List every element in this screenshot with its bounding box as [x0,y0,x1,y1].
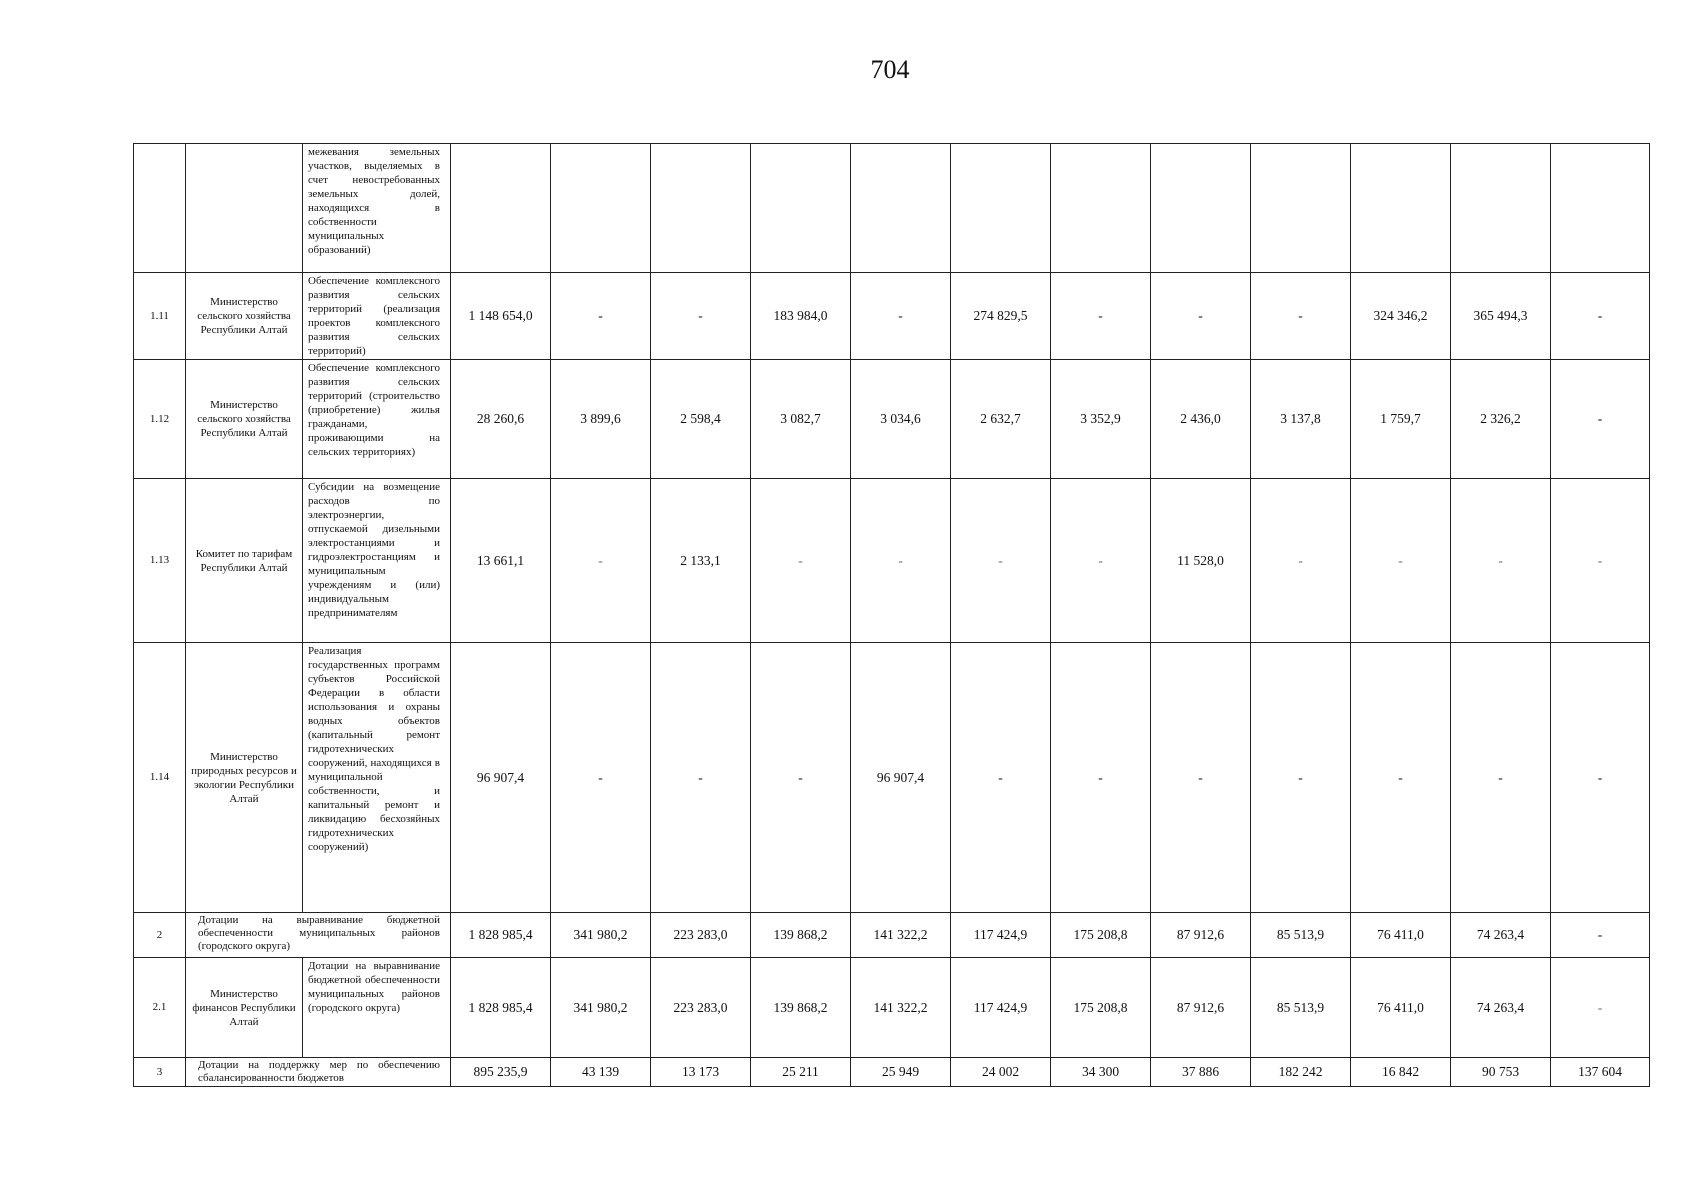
value-cell: 183 984,0 [751,273,851,360]
item-description: Реализация государственных программ субъектов Российской Федерации в области использования и охраны водных объектов (капитальный ремонт гидротехнических сооружений, находящихся в муниципальной собственности, и капитальный ремонт и ликвидацию бесхозяйных гидротехнических сооружений) [303,643,451,913]
value-cell: - [1151,273,1251,360]
table-body [134,144,1650,1087]
value-cell: 24 002 [951,1058,1051,1087]
value-cell: - [851,273,951,360]
table-row [134,273,1650,360]
table-row [134,913,1650,958]
value-cell: - [1551,643,1650,913]
row-number: 2.1 [134,958,186,1058]
value-cell: 117 424,9 [951,913,1051,958]
value-cell: 2 632,7 [951,360,1051,479]
value-cell: 1 828 985,4 [451,958,551,1058]
row-number: 2 [134,913,186,958]
value-cell: 16 842 [1351,1058,1451,1087]
value-cell: - [1051,273,1151,360]
value-cell: 90 753 [1451,1058,1551,1087]
value-cell: 139 868,2 [751,913,851,958]
page-number: 704 [870,55,910,84]
organization-name [186,144,303,273]
value-cell: 87 912,6 [1151,958,1251,1058]
value-cell: - [551,643,651,913]
value-cell: 223 283,0 [651,958,751,1058]
value-cell: - [1551,479,1650,643]
value-cell: 141 322,2 [851,913,951,958]
budget-table [133,143,1650,1087]
value-cell: 25 211 [751,1058,851,1087]
value-cell: 3 352,9 [1051,360,1151,479]
value-cell: 25 949 [851,1058,951,1087]
value-cell [851,144,951,273]
value-cell [1251,144,1351,273]
value-cell: - [1251,643,1351,913]
item-description: межевания земельных участков, выделяемых в счет невостребованных земельных долей, находящихся в собственности муниципальных образований) [303,144,451,273]
value-cell: 34 300 [1051,1058,1151,1087]
value-cell: 13 661,1 [451,479,551,643]
row-number [134,144,186,273]
value-cell [1351,144,1451,273]
value-cell: - [651,273,751,360]
value-cell: 3 034,6 [851,360,951,479]
value-cell: 117 424,9 [951,958,1051,1058]
table-row [134,144,1650,273]
item-description: Обеспечение комплексного развития сельских территорий (реализация проектов комплексного развития сельских территорий) [303,273,451,360]
value-cell [451,144,551,273]
organization-name: Министерство сельского хозяйства Республики Алтай [186,273,303,360]
value-cell: - [651,643,751,913]
value-cell: 895 235,9 [451,1058,551,1087]
value-cell [651,144,751,273]
value-cell: - [1251,479,1351,643]
row-number: 1.11 [134,273,186,360]
value-cell: - [951,479,1051,643]
value-cell: 11 528,0 [1151,479,1251,643]
organization-name: Министерство финансов Республики Алтай [186,958,303,1058]
value-cell: - [551,479,651,643]
organization-name: Министерство сельского хозяйства Республики Алтай [186,360,303,479]
row-number: 1.13 [134,479,186,643]
value-cell: 341 980,2 [551,913,651,958]
value-cell: - [851,479,951,643]
value-cell [1151,144,1251,273]
value-cell: 37 886 [1151,1058,1251,1087]
value-cell: 96 907,4 [851,643,951,913]
value-cell: 2 436,0 [1151,360,1251,479]
item-description: Обеспечение комплексного развития сельских территорий (строительство (приобретение) жилья гражданами, проживающими на сельских территориях) [303,360,451,479]
organization-name: Министерство природных ресурсов и экологии Республики Алтай [186,643,303,913]
value-cell: 2 326,2 [1451,360,1551,479]
value-cell: 74 263,4 [1451,958,1551,1058]
row-number: 1.14 [134,643,186,913]
value-cell: 3 137,8 [1251,360,1351,479]
value-cell: 76 411,0 [1351,913,1451,958]
value-cell: - [751,643,851,913]
value-cell: 85 513,9 [1251,958,1351,1058]
organization-name: Комитет по тарифам Республики Алтай [186,479,303,643]
row-number: 3 [134,1058,186,1087]
value-cell: 341 980,2 [551,958,651,1058]
value-cell: - [1151,643,1251,913]
item-description: Дотации на выравнивание бюджетной обеспеченности муниципальных районов (городского округа) [303,958,451,1058]
value-cell: 365 494,3 [1451,273,1551,360]
value-cell: - [551,273,651,360]
value-cell: 43 139 [551,1058,651,1087]
value-cell: 324 346,2 [1351,273,1451,360]
row-number: 1.12 [134,360,186,479]
value-cell: 76 411,0 [1351,958,1451,1058]
value-cell: 1 148 654,0 [451,273,551,360]
value-cell: - [1351,479,1451,643]
value-cell: 1 828 985,4 [451,913,551,958]
value-cell: 87 912,6 [1151,913,1251,958]
value-cell [1451,144,1551,273]
value-cell: - [1551,913,1650,958]
value-cell: - [1551,360,1650,479]
value-cell: 2 598,4 [651,360,751,479]
value-cell: 274 829,5 [951,273,1051,360]
value-cell: 3 899,6 [551,360,651,479]
value-cell: 1 759,7 [1351,360,1451,479]
value-cell: - [1351,643,1451,913]
table-row [134,643,1650,913]
value-cell: 85 513,9 [1251,913,1351,958]
value-cell: 74 263,4 [1451,913,1551,958]
value-cell [551,144,651,273]
value-cell: 13 173 [651,1058,751,1087]
value-cell: - [1051,643,1151,913]
value-cell: - [1451,643,1551,913]
value-cell: 139 868,2 [751,958,851,1058]
value-cell: 182 242 [1251,1058,1351,1087]
value-cell: 2 133,1 [651,479,751,643]
value-cell: 137 604 [1551,1058,1650,1087]
value-cell: - [1551,958,1650,1058]
item-description: Субсидии на возмещение расходов по электроэнергии, отпускаемой дизельными электростанциями и гидроэлектростанциям и муниципальным учреждениям и (или) индивидуальным предпринимателям [303,479,451,643]
value-cell: - [1051,479,1151,643]
value-cell: 28 260,6 [451,360,551,479]
value-cell: - [751,479,851,643]
value-cell [1051,144,1151,273]
value-cell: 175 208,8 [1051,913,1151,958]
value-cell: - [951,643,1051,913]
table-row [134,1058,1650,1087]
value-cell: 3 082,7 [751,360,851,479]
table-row [134,479,1650,643]
value-cell: - [1251,273,1351,360]
value-cell [1551,144,1650,273]
section-description: Дотации на поддержку мер по обеспечению сбалансированности бюджетов [186,1058,451,1087]
value-cell: 96 907,4 [451,643,551,913]
value-cell: 223 283,0 [651,913,751,958]
table-row [134,360,1650,479]
value-cell: - [1451,479,1551,643]
value-cell [951,144,1051,273]
value-cell: - [1551,273,1650,360]
table-row [134,958,1650,1058]
value-cell [751,144,851,273]
value-cell: 141 322,2 [851,958,951,1058]
section-description: Дотации на выравнивание бюджетной обеспеченности муниципальных районов (городского округа) [186,913,451,958]
value-cell: 175 208,8 [1051,958,1151,1058]
